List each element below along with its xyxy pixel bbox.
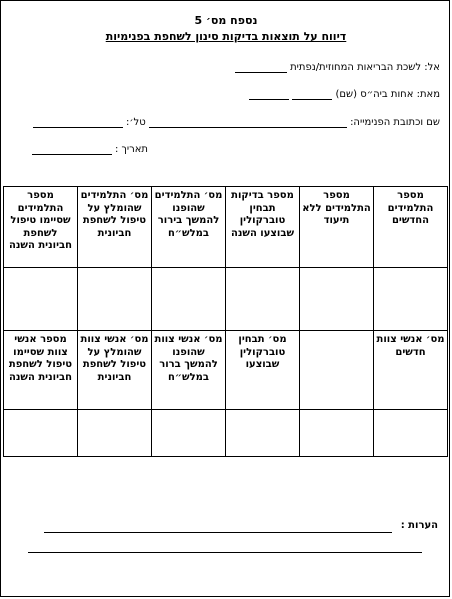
page-title: נספח מס׳ 5: [194, 14, 258, 27]
input-cell[interactable]: [300, 268, 374, 331]
input-cell[interactable]: [4, 410, 78, 457]
input-cell[interactable]: [226, 410, 300, 457]
date-field: [32, 144, 148, 155]
header-cell: מספר התלמידים שסיימו טיפול לשחפת חביונית השנה: [4, 187, 78, 268]
results-table: [3, 186, 448, 457]
header-cell: מס׳ אנשי צוות שהופנו להמשך ברור במלש״ח: [152, 331, 226, 410]
students-input-row: [4, 268, 448, 331]
page-subtitle: דיווח על תוצאות בדיקות סינון לשחפת בפנימיות: [105, 30, 347, 43]
input-cell[interactable]: [78, 268, 152, 331]
institution-field: [33, 117, 440, 128]
to-field: [235, 62, 440, 73]
input-cell[interactable]: [152, 410, 226, 457]
date-line[interactable]: [32, 144, 112, 155]
notes-label: הערות :: [400, 520, 438, 531]
notes-line[interactable]: [44, 532, 392, 533]
staff-header-row: [4, 331, 448, 410]
phone-line[interactable]: [33, 117, 123, 128]
from-field: [249, 89, 440, 100]
input-cell[interactable]: [152, 268, 226, 331]
input-cell[interactable]: [300, 410, 374, 457]
institution-label: שם וכתובת הפנימייה:: [350, 117, 440, 128]
header-cell: [300, 331, 374, 410]
students-header-row: [4, 187, 448, 268]
header-cell: מס׳ אנשי צוות חדשים: [374, 331, 448, 410]
header-cell: מספר בדיקות תבחין טוברקולין שבוצעו השנה: [226, 187, 300, 268]
header-cell: מספר התלמידים ללא תיעוד: [300, 187, 374, 268]
input-cell[interactable]: [374, 268, 448, 331]
institution-line[interactable]: [149, 117, 347, 128]
header-cell: מס׳ תבחין טוברקולין שבוצעו: [226, 331, 300, 410]
header-cell: מספר אנשי צוות שסיימו טיפול לשחפת חביונית השנה: [4, 331, 78, 410]
header-cell: מס׳ התלמידים שהומלץ על טיפול לשחפת חביונית: [78, 187, 152, 268]
to-label: אל: לשכת הבריאות המחוזית/נפתית: [290, 62, 440, 73]
from-name-line[interactable]: [292, 89, 332, 100]
input-cell[interactable]: [374, 410, 448, 457]
to-line[interactable]: [235, 62, 287, 73]
header-cell: מס׳ התלמידים שהופנו להמשך בירור במלש״ח: [152, 187, 226, 268]
input-cell[interactable]: [4, 268, 78, 331]
input-cell[interactable]: [226, 268, 300, 331]
input-cell[interactable]: [78, 410, 152, 457]
from-extra-line[interactable]: [249, 89, 289, 100]
date-label: תאריך :: [114, 144, 148, 155]
from-label: מאת: אחות ביה״ס (שם): [335, 89, 440, 100]
header-cell: מס׳ אנשי צוות שהומלץ על טיפול לשחפת חביונית: [78, 331, 152, 410]
phone-label: טל׳:: [125, 117, 146, 128]
staff-input-row: [4, 410, 448, 457]
notes-line[interactable]: [28, 552, 422, 553]
header-cell: מספר התלמידים החדשים: [374, 187, 448, 268]
